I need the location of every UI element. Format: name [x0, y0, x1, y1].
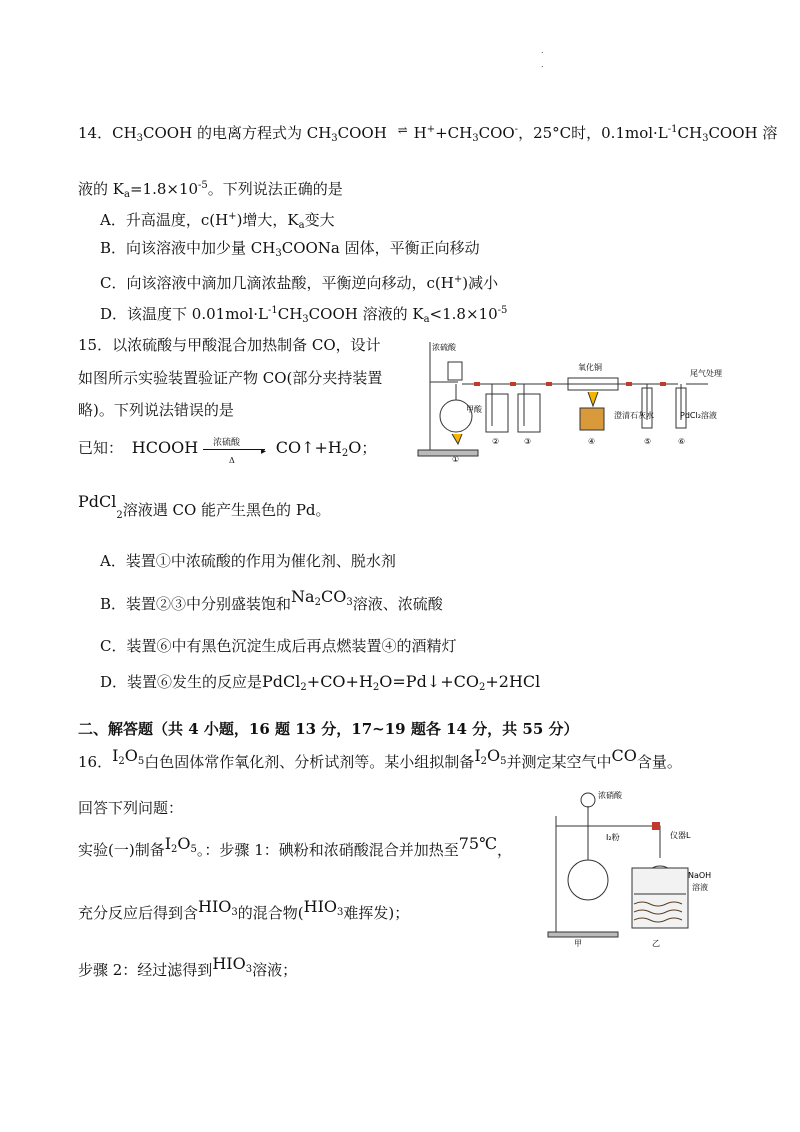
fig-num-1: ①: [452, 455, 460, 464]
q15-apparatus-figure: [418, 332, 722, 464]
fig-label-pdcl2: PdCl₂溶液: [680, 411, 717, 420]
fig-num-5: ⑤: [644, 437, 652, 446]
section2-title: 二、解答题（共 4 小题，16 题 13 分，17~19 题各 14 分，共 55 分）: [78, 720, 579, 738]
fig-label-limewater: 澄清石灰水: [614, 411, 654, 420]
q15-pdcl2-note: PdCl$_2$溶液遇 CO 能产生黑色的 Pd。: [78, 492, 331, 521]
q15-known-reaction: 已知： HCOOH 浓硫酸 ▸ Δ $CO↑+H_2O$；: [78, 438, 377, 465]
q14-option-a: A．升高温度，c(H+)增大，$K_a$变大: [100, 211, 335, 231]
fig2-label-jia: 甲: [574, 939, 582, 948]
fig-num-2: ②: [492, 437, 500, 446]
fig2-label-acid: 浓硝酸: [598, 791, 622, 800]
q16-line3: 实验(一)制备$I_2O_5$。：步骤 1：碘粉和浓硝酸混合并加热至75℃，: [78, 834, 513, 859]
q15-line3: 略)。下列说法错误的是: [78, 401, 234, 419]
q15-line2: 如图所示实验装置验证产物 CO(部分夹持装置: [78, 369, 383, 387]
q15-option-d: D．装置⑥发生的反应是$PdCl_2+CO+H_2O=Pd↓+CO_2+2HCl$: [100, 672, 541, 693]
q14-line1: 14．$CH_3COOH$ 的电离方程式为 $CH_3COOH$ ⇌ $H^++CH_3COO^-$，25°C时，$0.1mol\cdot L^{-1}CH_3COOH$ 溶: [78, 123, 778, 144]
fig-label-formic: 甲酸: [466, 405, 482, 414]
fig-num-6: ⑥: [678, 437, 686, 446]
fig-label-exhaust: 尾气处理: [690, 369, 722, 378]
fig-label-cuo: 氧化铜: [578, 363, 602, 372]
q14-option-d: D．该温度下 $0.01mol\cdot L^{-1}CH_3COOH$ 溶液的 $K_a<1.8\times 10^{-5}$: [100, 305, 508, 325]
q15-option-a: A．装置①中浓硫酸的作用为催化剂、脱水剂: [100, 552, 396, 570]
fig2-label-i2: I₂粉: [606, 833, 620, 842]
fig2-label-yi: 乙: [652, 939, 660, 948]
q14-option-c: C．向该溶液中滴加几滴浓盐酸，平衡逆向移动，c(H+)减小: [100, 274, 499, 292]
q16-line5: 步骤 2：经过滤得到$HIO_3$溶液；: [78, 954, 298, 979]
fig2-label-solution: 溶液: [692, 883, 708, 892]
corner-marks: . .: [541, 46, 544, 69]
q15-option-c: C．装置⑥中有黑色沉淀生成后再点燃装置④的酒精灯: [100, 637, 457, 655]
fig2-label-naoh: NaOH: [688, 871, 712, 880]
q16-apparatus-figure: [548, 786, 738, 948]
q15-option-b: B．装置②③中分别盛装饱和$Na_2CO_3$溶液、浓硫酸: [100, 587, 443, 613]
reaction-arrow: 浓硫酸 ▸ Δ: [203, 439, 271, 459]
fig-label-acid: 浓硫酸: [432, 343, 456, 352]
q16-line2: 回答下列问题：: [78, 799, 184, 817]
q16-line1: 16．$I_2O_5$白色固体常作氧化剂、分析试剂等。某小组拟制备$I_2O_5$并测定某空气中CO含量。: [78, 746, 682, 771]
fig-num-4: ④: [588, 437, 596, 446]
fig-num-3: ③: [524, 437, 532, 446]
equilibrium-arrow-icon: ⇌: [397, 123, 408, 137]
fig2-label-instrument: 仪器L: [670, 831, 691, 840]
q14-option-b: B．向该溶液中加少量 $CH_3COONa$ 固体，平衡正向移动: [100, 239, 480, 259]
q14-line2: 液的 $K_a=1.8\times 10^{-5}$。下列说法正确的是: [78, 180, 343, 200]
q16-line4: 充分反应后得到含$HIO_3$的混合物($HIO_3$难挥发)；: [78, 897, 410, 922]
q15-line1: 15．以浓硫酸与甲酸混合加热制备 CO，设计: [78, 336, 381, 354]
